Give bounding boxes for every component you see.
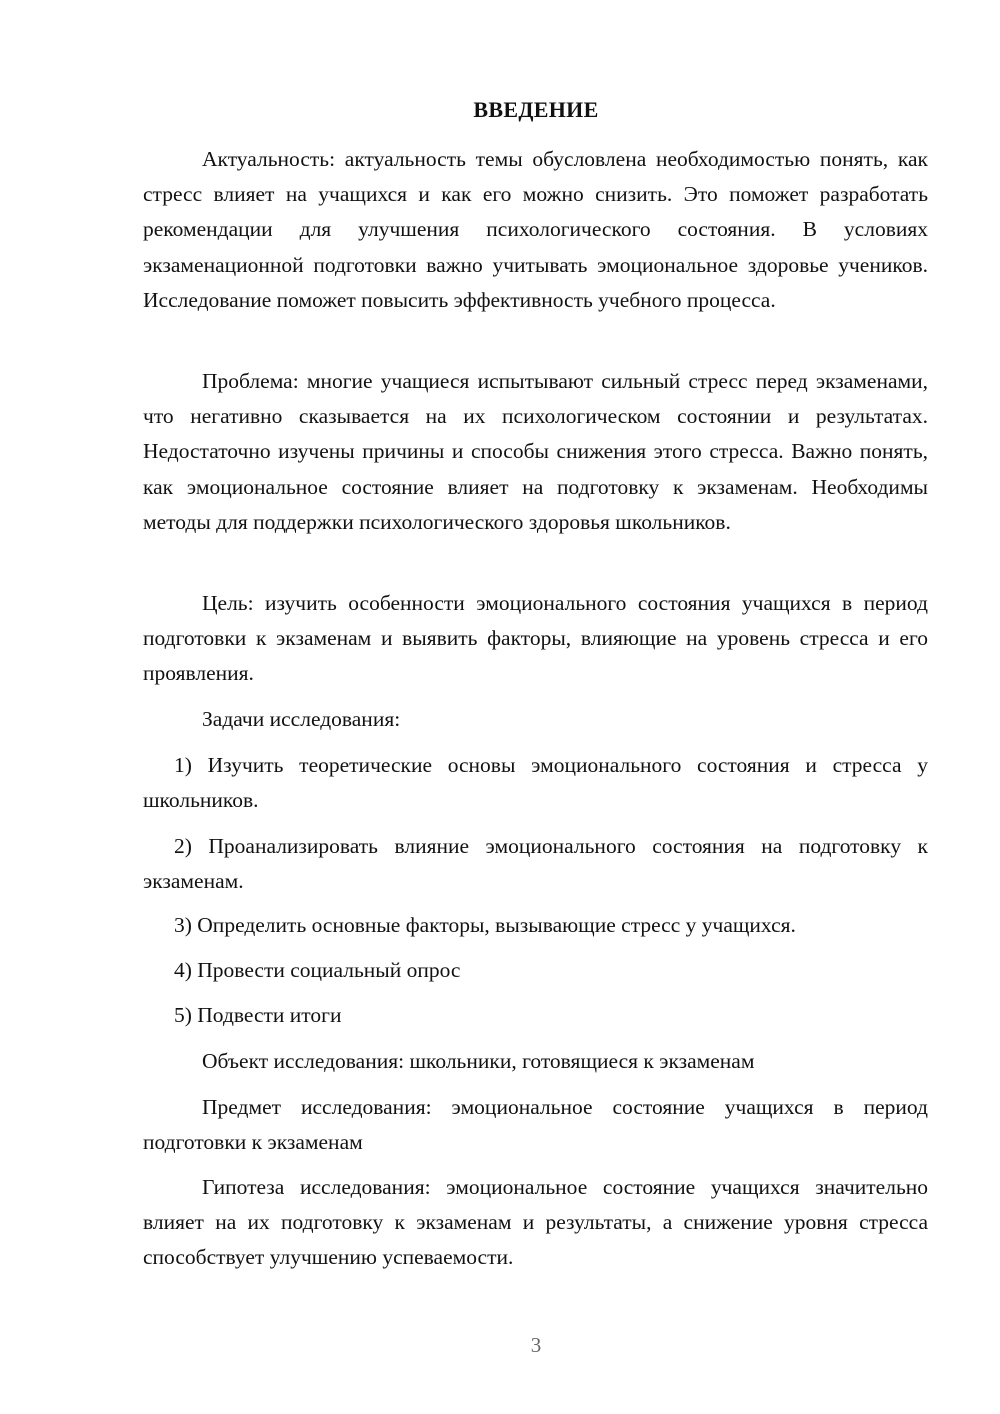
problem-paragraph: Проблема: многие учащиеся испытывают сильный стресс перед экзаменами, что негативно сказывается на их психологическом состоянии и результатах. Недостаточно изучены причины и способы снижения этого стресса. Важно понять, как эмоциональное состояние влияет на подготовку к экзаменам. Необходимы методы для поддержки психологического здоровья школьников.	[143, 369, 928, 534]
section-title: ВВЕДЕНИЕ	[473, 97, 599, 122]
relevance-paragraph: Актуальность: актуальность темы обусловлена необходимостью понять, как стресс влияет на учащихся и как его можно снизить. Это поможет разработать рекомендации для улучшения психологического состояния. В условиях экзаменационной подготовки важно учитывать эмоциональное здоровье учеников. Исследование поможет повысить эффективность учебного процесса.	[143, 147, 928, 312]
object-paragraph: Объект исследования: школьники, готовящиеся к экзаменам	[202, 1049, 755, 1073]
task-item-5: 5) Подвести итоги	[174, 1003, 342, 1027]
task-item-2: 2) Проанализировать влияние эмоционального состояния на подготовку к экзаменам.	[143, 834, 928, 894]
subject-paragraph: Предмет исследования: эмоциональное состояние учащихся в период подготовки к экзаменам	[143, 1095, 928, 1155]
page-number: 3	[530, 1333, 542, 1357]
hypothesis-paragraph: Гипотеза исследования: эмоциональное состояние учащихся значительно влияет на их подготовку к экзаменам и результаты, а снижение уровня стресса способствует улучшению успеваемости.	[143, 1175, 928, 1270]
task-item-1: 1) Изучить теоретические основы эмоционального состояния и стресса у школьников.	[143, 753, 928, 813]
task-item-4: 4) Провести социальный опрос	[174, 958, 461, 982]
goal-paragraph: Цель: изучить особенности эмоционального состояния учащихся в период подготовки к экзаменам и выявить факторы, влияющие на уровень стресса и его проявления.	[143, 591, 928, 686]
task-item-3: 3) Определить основные факторы, вызывающие стресс у учащихся.	[174, 913, 796, 937]
tasks-heading: Задачи исследования:	[202, 707, 401, 731]
